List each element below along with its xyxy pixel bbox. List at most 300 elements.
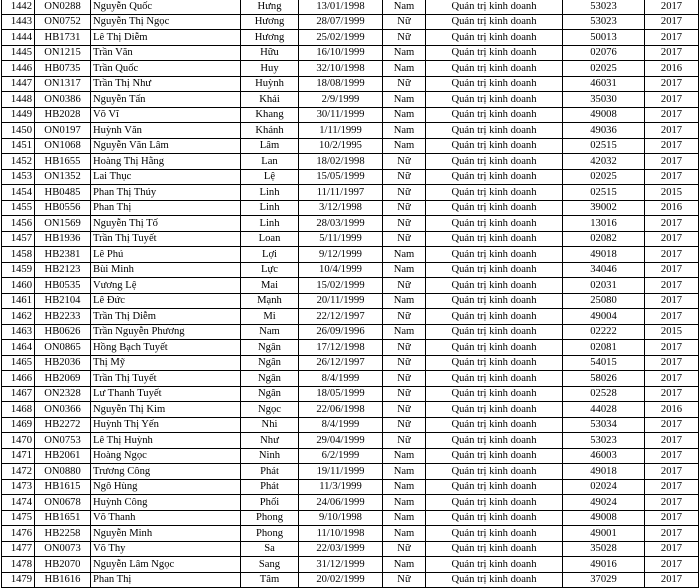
student-id-cell: HB0735 <box>35 61 91 77</box>
gender-cell: Nam <box>383 495 426 511</box>
surname-middle-name-cell: Hoàng Ngọc <box>91 448 241 464</box>
row-number-cell: 1467 <box>2 386 35 402</box>
birth-date-cell: 3/12/1998 <box>299 200 383 216</box>
table-row <box>2 340 699 356</box>
student-id-cell: HB2233 <box>35 309 91 325</box>
table-row <box>2 30 699 46</box>
year-cell: 2017 <box>645 433 699 449</box>
table-row <box>2 541 699 557</box>
major-cell: Quản trị kinh doanh <box>426 402 563 418</box>
gender-cell: Nữ <box>383 340 426 356</box>
birth-date-cell: 1/11/1999 <box>299 123 383 139</box>
code-cell: 02025 <box>563 169 645 185</box>
code-cell: 02081 <box>563 340 645 356</box>
gender-cell: Nam <box>383 293 426 309</box>
student-id-cell: ON0753 <box>35 433 91 449</box>
birth-date-cell: 10/2/1995 <box>299 138 383 154</box>
given-name-cell: Khang <box>241 107 299 123</box>
birth-date-cell: 26/09/1996 <box>299 324 383 340</box>
gender-cell: Nữ <box>383 76 426 92</box>
student-id-cell: ON1068 <box>35 138 91 154</box>
table-body <box>2 0 699 588</box>
year-cell: 2017 <box>645 464 699 480</box>
gender-cell: Nữ <box>383 541 426 557</box>
surname-middle-name-cell: Lê Phú <box>91 247 241 263</box>
table-row <box>2 45 699 61</box>
row-number-cell: 1475 <box>2 510 35 526</box>
row-number-cell: 1461 <box>2 293 35 309</box>
birth-date-cell: 6/2/1999 <box>299 448 383 464</box>
gender-cell: Nam <box>383 107 426 123</box>
student-id-cell: HB1615 <box>35 479 91 495</box>
row-number-cell: 1442 <box>2 0 35 14</box>
gender-cell: Nữ <box>383 231 426 247</box>
row-number-cell: 1471 <box>2 448 35 464</box>
year-cell: 2015 <box>645 324 699 340</box>
table-row <box>2 262 699 278</box>
surname-middle-name-cell: Hồng Bạch Tuyết <box>91 340 241 356</box>
table-row <box>2 76 699 92</box>
row-number-cell: 1473 <box>2 479 35 495</box>
table-row <box>2 200 699 216</box>
birth-date-cell: 11/10/1998 <box>299 526 383 542</box>
major-cell: Quản trị kinh doanh <box>426 464 563 480</box>
major-cell: Quản trị kinh doanh <box>426 45 563 61</box>
table-row <box>2 247 699 263</box>
row-number-cell: 1477 <box>2 541 35 557</box>
major-cell: Quản trị kinh doanh <box>426 557 563 573</box>
surname-middle-name-cell: Huỳnh Công <box>91 495 241 511</box>
year-cell: 2017 <box>645 495 699 511</box>
birth-date-cell: 9/12/1999 <box>299 247 383 263</box>
surname-middle-name-cell: Võ Thanh <box>91 510 241 526</box>
student-id-cell: HB2104 <box>35 293 91 309</box>
major-cell: Quản trị kinh doanh <box>426 30 563 46</box>
major-cell: Quản trị kinh doanh <box>426 185 563 201</box>
birth-date-cell: 30/11/1999 <box>299 107 383 123</box>
given-name-cell: Loan <box>241 231 299 247</box>
student-id-cell: HB2069 <box>35 371 91 387</box>
given-name-cell: Ngân <box>241 355 299 371</box>
surname-middle-name-cell: Phan Thị <box>91 200 241 216</box>
student-id-cell: HB2036 <box>35 355 91 371</box>
gender-cell: Nữ <box>383 216 426 232</box>
given-name-cell: Khánh <box>241 123 299 139</box>
row-number-cell: 1457 <box>2 231 35 247</box>
student-id-cell: HB0626 <box>35 324 91 340</box>
major-cell: Quản trị kinh doanh <box>426 526 563 542</box>
given-name-cell: Linh <box>241 216 299 232</box>
year-cell: 2017 <box>645 0 699 14</box>
student-id-cell: ON0366 <box>35 402 91 418</box>
major-cell: Quản trị kinh doanh <box>426 340 563 356</box>
table-row <box>2 510 699 526</box>
year-cell: 2017 <box>645 30 699 46</box>
surname-middle-name-cell: Trần Quốc <box>91 61 241 77</box>
given-name-cell: Nhi <box>241 417 299 433</box>
gender-cell: Nữ <box>383 355 426 371</box>
student-id-cell: HB2272 <box>35 417 91 433</box>
code-cell: 44028 <box>563 402 645 418</box>
gender-cell: Nam <box>383 45 426 61</box>
code-cell: 02024 <box>563 479 645 495</box>
surname-middle-name-cell: Nguyễn Văn Lâm <box>91 138 241 154</box>
given-name-cell: Ngân <box>241 371 299 387</box>
table-row <box>2 448 699 464</box>
major-cell: Quản trị kinh doanh <box>426 107 563 123</box>
student-id-cell: ON1569 <box>35 216 91 232</box>
birth-date-cell: 22/06/1998 <box>299 402 383 418</box>
student-id-cell: ON2328 <box>35 386 91 402</box>
row-number-cell: 1443 <box>2 14 35 30</box>
year-cell: 2017 <box>645 417 699 433</box>
code-cell: 53023 <box>563 433 645 449</box>
year-cell: 2017 <box>645 278 699 294</box>
surname-middle-name-cell: Nguyễn Tấn <box>91 92 241 108</box>
surname-middle-name-cell: Trần Thị Như <box>91 76 241 92</box>
surname-middle-name-cell: Lê Đức <box>91 293 241 309</box>
birth-date-cell: 2/9/1999 <box>299 92 383 108</box>
given-name-cell: Lệ <box>241 169 299 185</box>
row-number-cell: 1460 <box>2 278 35 294</box>
code-cell: 02031 <box>563 278 645 294</box>
table-row <box>2 293 699 309</box>
year-cell: 2016 <box>645 200 699 216</box>
code-cell: 02076 <box>563 45 645 61</box>
birth-date-cell: 11/11/1997 <box>299 185 383 201</box>
given-name-cell: Hưng <box>241 0 299 14</box>
birth-date-cell: 22/03/1999 <box>299 541 383 557</box>
year-cell: 2017 <box>645 262 699 278</box>
table-row <box>2 464 699 480</box>
surname-middle-name-cell: Trần Nguyễn Phương <box>91 324 241 340</box>
student-id-cell: ON0865 <box>35 340 91 356</box>
gender-cell: Nam <box>383 92 426 108</box>
table-row <box>2 169 699 185</box>
row-number-cell: 1446 <box>2 61 35 77</box>
student-id-cell: HB1936 <box>35 231 91 247</box>
code-cell: 35028 <box>563 541 645 557</box>
year-cell: 2017 <box>645 572 699 588</box>
gender-cell: Nam <box>383 526 426 542</box>
year-cell: 2017 <box>645 293 699 309</box>
table-row <box>2 231 699 247</box>
gender-cell: Nữ <box>383 371 426 387</box>
year-cell: 2017 <box>645 14 699 30</box>
year-cell: 2017 <box>645 557 699 573</box>
table-row <box>2 138 699 154</box>
gender-cell: Nam <box>383 324 426 340</box>
surname-middle-name-cell: Phan Thị <box>91 572 241 588</box>
surname-middle-name-cell: Trương Công <box>91 464 241 480</box>
given-name-cell: Hương <box>241 30 299 46</box>
student-id-cell: ON0678 <box>35 495 91 511</box>
table-row <box>2 495 699 511</box>
birth-date-cell: 8/4/1999 <box>299 371 383 387</box>
given-name-cell: Khải <box>241 92 299 108</box>
major-cell: Quản trị kinh doanh <box>426 386 563 402</box>
given-name-cell: Linh <box>241 200 299 216</box>
given-name-cell: Lợi <box>241 247 299 263</box>
row-number-cell: 1454 <box>2 185 35 201</box>
surname-middle-name-cell: Trần Văn <box>91 45 241 61</box>
code-cell: 58026 <box>563 371 645 387</box>
code-cell: 46003 <box>563 448 645 464</box>
birth-date-cell: 24/06/1999 <box>299 495 383 511</box>
table-row <box>2 526 699 542</box>
code-cell: 34046 <box>563 262 645 278</box>
surname-middle-name-cell: Vương Lệ <box>91 278 241 294</box>
row-number-cell: 1478 <box>2 557 35 573</box>
code-cell: 49018 <box>563 464 645 480</box>
surname-middle-name-cell: Trần Thị Diễm <box>91 309 241 325</box>
code-cell: 02025 <box>563 61 645 77</box>
major-cell: Quản trị kinh doanh <box>426 324 563 340</box>
birth-date-cell: 17/12/1998 <box>299 340 383 356</box>
gender-cell: Nữ <box>383 433 426 449</box>
year-cell: 2016 <box>645 402 699 418</box>
year-cell: 2016 <box>645 61 699 77</box>
given-name-cell: Huỳnh <box>241 76 299 92</box>
surname-middle-name-cell: Võ Vĩ <box>91 107 241 123</box>
table-row <box>2 572 699 588</box>
table-row <box>2 386 699 402</box>
gender-cell: Nữ <box>383 14 426 30</box>
birth-date-cell: 18/05/1999 <box>299 386 383 402</box>
row-number-cell: 1449 <box>2 107 35 123</box>
given-name-cell: Lực <box>241 262 299 278</box>
gender-cell: Nam <box>383 510 426 526</box>
surname-middle-name-cell: Võ Thy <box>91 541 241 557</box>
given-name-cell: Mai <box>241 278 299 294</box>
student-id-cell: ON0386 <box>35 92 91 108</box>
major-cell: Quản trị kinh doanh <box>426 247 563 263</box>
student-id-cell: HB1655 <box>35 154 91 170</box>
gender-cell: Nữ <box>383 309 426 325</box>
student-id-cell: ON0197 <box>35 123 91 139</box>
row-number-cell: 1469 <box>2 417 35 433</box>
row-number-cell: 1451 <box>2 138 35 154</box>
year-cell: 2017 <box>645 479 699 495</box>
table-row <box>2 0 699 14</box>
table-row <box>2 479 699 495</box>
given-name-cell: Ngân <box>241 386 299 402</box>
birth-date-cell: 28/03/1999 <box>299 216 383 232</box>
code-cell: 49024 <box>563 495 645 511</box>
code-cell: 46031 <box>563 76 645 92</box>
gender-cell: Nam <box>383 262 426 278</box>
surname-middle-name-cell: Ngô Hùng <box>91 479 241 495</box>
year-cell: 2017 <box>645 510 699 526</box>
row-number-cell: 1450 <box>2 123 35 139</box>
table-row <box>2 371 699 387</box>
code-cell: 49004 <box>563 309 645 325</box>
birth-date-cell: 26/12/1997 <box>299 355 383 371</box>
major-cell: Quản trị kinh doanh <box>426 138 563 154</box>
given-name-cell: Hữu <box>241 45 299 61</box>
year-cell: 2017 <box>645 154 699 170</box>
birth-date-cell: 28/07/1999 <box>299 14 383 30</box>
row-number-cell: 1463 <box>2 324 35 340</box>
major-cell: Quản trị kinh doanh <box>426 92 563 108</box>
major-cell: Quản trị kinh doanh <box>426 433 563 449</box>
year-cell: 2017 <box>645 340 699 356</box>
gender-cell: Nam <box>383 61 426 77</box>
birth-date-cell: 19/11/1999 <box>299 464 383 480</box>
gender-cell: Nữ <box>383 572 426 588</box>
given-name-cell: Như <box>241 433 299 449</box>
year-cell: 2017 <box>645 309 699 325</box>
surname-middle-name-cell: Nguyễn Minh <box>91 526 241 542</box>
given-name-cell: Mạnh <box>241 293 299 309</box>
major-cell: Quản trị kinh doanh <box>426 231 563 247</box>
major-cell: Quản trị kinh doanh <box>426 417 563 433</box>
table-row <box>2 557 699 573</box>
table-row <box>2 433 699 449</box>
gender-cell: Nam <box>383 479 426 495</box>
major-cell: Quản trị kinh doanh <box>426 309 563 325</box>
code-cell: 02528 <box>563 386 645 402</box>
code-cell: 49008 <box>563 510 645 526</box>
major-cell: Quản trị kinh doanh <box>426 355 563 371</box>
surname-middle-name-cell: Nguyễn Thị Ngọc <box>91 14 241 30</box>
code-cell: 49018 <box>563 247 645 263</box>
row-number-cell: 1476 <box>2 526 35 542</box>
row-number-cell: 1456 <box>2 216 35 232</box>
row-number-cell: 1465 <box>2 355 35 371</box>
code-cell: 53034 <box>563 417 645 433</box>
row-number-cell: 1447 <box>2 76 35 92</box>
gender-cell: Nam <box>383 557 426 573</box>
birth-date-cell: 20/11/1999 <box>299 293 383 309</box>
birth-date-cell: 15/02/1999 <box>299 278 383 294</box>
year-cell: 2017 <box>645 123 699 139</box>
major-cell: Quản trị kinh doanh <box>426 572 563 588</box>
surname-middle-name-cell: Thị Mỹ <box>91 355 241 371</box>
gender-cell: Nữ <box>383 30 426 46</box>
code-cell: 54015 <box>563 355 645 371</box>
birth-date-cell: 5/11/1999 <box>299 231 383 247</box>
gender-cell: Nữ <box>383 169 426 185</box>
given-name-cell: Hương <box>241 14 299 30</box>
major-cell: Quản trị kinh doanh <box>426 278 563 294</box>
table-row <box>2 216 699 232</box>
student-id-cell: HB2061 <box>35 448 91 464</box>
student-id-cell: HB2070 <box>35 557 91 573</box>
gender-cell: Nam <box>383 138 426 154</box>
gender-cell: Nam <box>383 464 426 480</box>
row-number-cell: 1444 <box>2 30 35 46</box>
student-id-cell: ON0073 <box>35 541 91 557</box>
major-cell: Quản trị kinh doanh <box>426 154 563 170</box>
table-row <box>2 185 699 201</box>
surname-middle-name-cell: Lê Thị Huỳnh <box>91 433 241 449</box>
given-name-cell: Tâm <box>241 572 299 588</box>
row-number-cell: 1474 <box>2 495 35 511</box>
birth-date-cell: 18/02/1998 <box>299 154 383 170</box>
table-row <box>2 123 699 139</box>
table-row <box>2 154 699 170</box>
student-table <box>1 0 699 588</box>
row-number-cell: 1448 <box>2 92 35 108</box>
code-cell: 13016 <box>563 216 645 232</box>
code-cell: 02222 <box>563 324 645 340</box>
year-cell: 2017 <box>645 107 699 123</box>
row-number-cell: 1464 <box>2 340 35 356</box>
gender-cell: Nam <box>383 448 426 464</box>
major-cell: Quản trị kinh doanh <box>426 200 563 216</box>
surname-middle-name-cell: Trần Thị Tuyết <box>91 231 241 247</box>
student-id-cell: HB2381 <box>35 247 91 263</box>
student-id-cell: HB1616 <box>35 572 91 588</box>
table-row <box>2 61 699 77</box>
table-row <box>2 92 699 108</box>
row-number-cell: 1462 <box>2 309 35 325</box>
given-name-cell: Linh <box>241 185 299 201</box>
student-id-cell: ON1215 <box>35 45 91 61</box>
surname-middle-name-cell: Hoàng Thị Hằng <box>91 154 241 170</box>
gender-cell: Nam <box>383 123 426 139</box>
code-cell: 53023 <box>563 14 645 30</box>
surname-middle-name-cell: Lê Thị Diễm <box>91 30 241 46</box>
given-name-cell: Ngân <box>241 340 299 356</box>
year-cell: 2017 <box>645 526 699 542</box>
given-name-cell: Phát <box>241 464 299 480</box>
code-cell: 49016 <box>563 557 645 573</box>
major-cell: Quản trị kinh doanh <box>426 293 563 309</box>
given-name-cell: Ninh <box>241 448 299 464</box>
birth-date-cell: 18/08/1999 <box>299 76 383 92</box>
code-cell: 50013 <box>563 30 645 46</box>
gender-cell: Nam <box>383 0 426 14</box>
major-cell: Quản trị kinh doanh <box>426 262 563 278</box>
code-cell: 02515 <box>563 138 645 154</box>
birth-date-cell: 9/10/1998 <box>299 510 383 526</box>
code-cell: 25080 <box>563 293 645 309</box>
table-row <box>2 402 699 418</box>
student-id-cell: HB2258 <box>35 526 91 542</box>
row-number-cell: 1453 <box>2 169 35 185</box>
major-cell: Quản trị kinh doanh <box>426 123 563 139</box>
year-cell: 2017 <box>645 541 699 557</box>
table-row <box>2 14 699 30</box>
given-name-cell: Sang <box>241 557 299 573</box>
student-id-cell: HB0556 <box>35 200 91 216</box>
year-cell: 2017 <box>645 386 699 402</box>
table-row <box>2 324 699 340</box>
code-cell: 42032 <box>563 154 645 170</box>
row-number-cell: 1466 <box>2 371 35 387</box>
major-cell: Quản trị kinh doanh <box>426 479 563 495</box>
row-number-cell: 1472 <box>2 464 35 480</box>
given-name-cell: Sa <box>241 541 299 557</box>
row-number-cell: 1458 <box>2 247 35 263</box>
row-number-cell: 1459 <box>2 262 35 278</box>
birth-date-cell: 20/02/1999 <box>299 572 383 588</box>
year-cell: 2017 <box>645 216 699 232</box>
gender-cell: Nam <box>383 247 426 263</box>
code-cell: 53023 <box>563 0 645 14</box>
year-cell: 2017 <box>645 355 699 371</box>
gender-cell: Nữ <box>383 386 426 402</box>
given-name-cell: Nam <box>241 324 299 340</box>
row-number-cell: 1455 <box>2 200 35 216</box>
birth-date-cell: 8/4/1999 <box>299 417 383 433</box>
row-number-cell: 1479 <box>2 572 35 588</box>
code-cell: 49001 <box>563 526 645 542</box>
surname-middle-name-cell: Phan Thị Thúy <box>91 185 241 201</box>
major-cell: Quản trị kinh doanh <box>426 371 563 387</box>
